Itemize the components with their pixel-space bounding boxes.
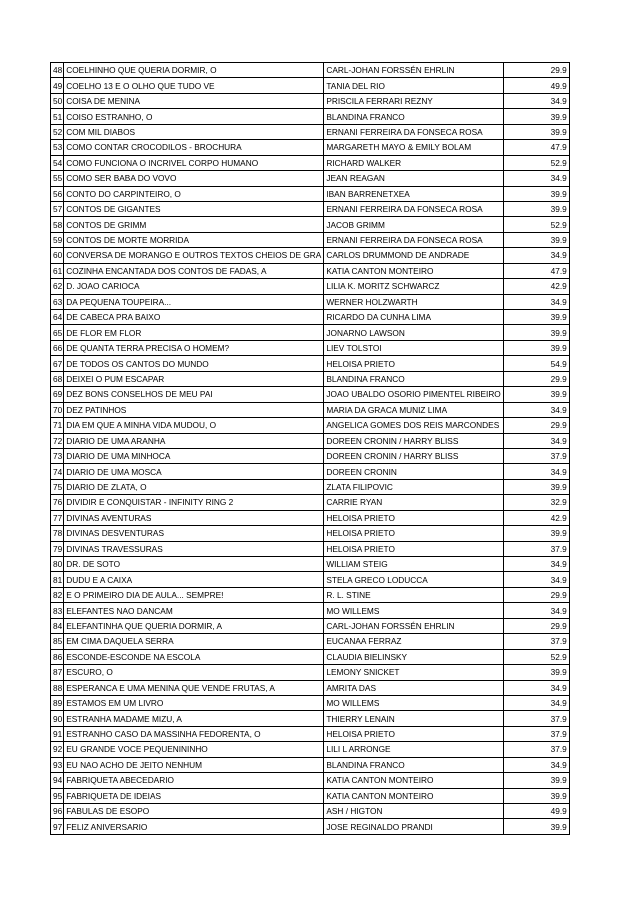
price-cell: 47.9 [503,263,569,278]
author-cell: HELOISA PRIETO [324,726,503,741]
title-cell: DIVINAS DESVENTURAS [64,526,324,541]
row-number-cell: 48 [51,63,64,78]
row-number-cell: 87 [51,665,64,680]
title-cell: ELEFANTES NAO DANCAM [64,603,324,618]
row-number-cell: 70 [51,402,64,417]
price-cell: 39.9 [503,232,569,247]
table-row [51,757,570,772]
row-number-cell: 86 [51,649,64,664]
row-number-cell: 65 [51,325,64,340]
price-cell: 34.9 [503,248,569,263]
table-row [51,618,570,633]
row-number-cell: 85 [51,634,64,649]
price-cell: 34.9 [503,695,569,710]
table-row [51,479,570,494]
title-cell: DE CABECA PRA BAIXO [64,310,324,325]
price-cell: 52.9 [503,155,569,170]
price-cell: 47.9 [503,140,569,155]
title-cell: ELEFANTINHA QUE QUERIA DORMIR, A [64,618,324,633]
table-body [51,63,570,835]
title-cell: COMO FUNCIONA O INCRIVEL CORPO HUMANO [64,155,324,170]
table-row [51,124,570,139]
author-cell: LILIA K. MORITZ SCHWARCZ [324,279,503,294]
row-number-cell: 63 [51,294,64,309]
title-cell: COMO CONTAR CROCODILOS - BROCHURA [64,140,324,155]
price-cell: 34.9 [503,680,569,695]
table-row [51,557,570,572]
price-cell: 29.9 [503,63,569,78]
price-cell: 49.9 [503,78,569,93]
title-cell: CONTOS DE MORTE MORRIDA [64,232,324,247]
row-number-cell: 68 [51,371,64,386]
table-row [51,248,570,263]
author-cell: ERNANI FERREIRA DA FONSECA ROSA [324,201,503,216]
row-number-cell: 78 [51,526,64,541]
row-number-cell: 51 [51,109,64,124]
price-cell: 39.9 [503,325,569,340]
title-cell: DEZ BONS CONSELHOS DE MEU PAI [64,387,324,402]
row-number-cell: 90 [51,711,64,726]
title-cell: FABRIQUETA ABECEDARIO [64,773,324,788]
row-number-cell: 83 [51,603,64,618]
table-row [51,510,570,525]
price-cell: 29.9 [503,418,569,433]
table-row [51,232,570,247]
author-cell: KATIA CANTON MONTEIRO [324,788,503,803]
author-cell: RICARDO DA CUNHA LIMA [324,310,503,325]
price-cell: 39.9 [503,109,569,124]
author-cell: TANIA DEL RIO [324,78,503,93]
row-number-cell: 81 [51,572,64,587]
author-cell: RICHARD WALKER [324,155,503,170]
row-number-cell: 75 [51,479,64,494]
title-cell: DIARIO DE ZLATA, O [64,479,324,494]
table-row [51,665,570,680]
table-row [51,526,570,541]
price-cell: 34.9 [503,603,569,618]
title-cell: EM CIMA DAQUELA SERRA [64,634,324,649]
title-cell: CONVERSA DE MORANGO E OUTROS TEXTOS CHEIOS DE GRA [64,248,324,263]
title-cell: FELIZ ANIVERSARIO [64,819,324,834]
price-cell: 39.9 [503,773,569,788]
row-number-cell: 57 [51,201,64,216]
title-cell: DE QUANTA TERRA PRECISA O HOMEM? [64,340,324,355]
price-cell: 37.9 [503,711,569,726]
title-cell: DIA EM QUE A MINHA VIDA MUDOU, O [64,418,324,433]
title-cell: DIARIO DE UMA MINHOCA [64,448,324,463]
table-row [51,726,570,741]
row-number-cell: 52 [51,124,64,139]
title-cell: DEIXEI O PUM ESCAPAR [64,371,324,386]
price-cell: 37.9 [503,634,569,649]
price-cell: 34.9 [503,93,569,108]
author-cell: IBAN BARRENETXEA [324,186,503,201]
author-cell: KATIA CANTON MONTEIRO [324,263,503,278]
row-number-cell: 97 [51,819,64,834]
row-number-cell: 60 [51,248,64,263]
title-cell: DA PEQUENA TOUPEIRA... [64,294,324,309]
row-number-cell: 80 [51,557,64,572]
row-number-cell: 49 [51,78,64,93]
price-cell: 34.9 [503,572,569,587]
row-number-cell: 53 [51,140,64,155]
price-cell: 29.9 [503,618,569,633]
author-cell: JEAN REAGAN [324,171,503,186]
title-cell: ESCONDE-ESCONDE NA ESCOLA [64,649,324,664]
title-cell: ESCURO, O [64,665,324,680]
author-cell: MO WILLEMS [324,603,503,618]
price-cell: 32.9 [503,495,569,510]
table-row [51,402,570,417]
row-number-cell: 58 [51,217,64,232]
row-number-cell: 94 [51,773,64,788]
price-cell: 37.9 [503,726,569,741]
author-cell: CARL-JOHAN FORSSÉN EHRLIN [324,618,503,633]
row-number-cell: 67 [51,356,64,371]
author-cell: CARLOS DRUMMOND DE ANDRADE [324,248,503,263]
author-cell: ANGELICA GOMES DOS REIS MARCONDES [324,418,503,433]
title-cell: DIARIO DE UMA MOSCA [64,464,324,479]
price-cell: 34.9 [503,464,569,479]
author-cell: HELOISA PRIETO [324,541,503,556]
row-number-cell: 59 [51,232,64,247]
price-cell: 39.9 [503,124,569,139]
row-number-cell: 50 [51,93,64,108]
title-cell: DIVINAS AVENTURAS [64,510,324,525]
row-number-cell: 79 [51,541,64,556]
table-row [51,464,570,479]
table-row [51,171,570,186]
author-cell: ZLATA FILIPOVIC [324,479,503,494]
title-cell: ESTRANHO CASO DA MASSINHA FEDORENTA, O [64,726,324,741]
price-cell: 29.9 [503,371,569,386]
price-cell: 39.9 [503,201,569,216]
title-cell: E O PRIMEIRO DIA DE AULA... SEMPRE! [64,587,324,602]
author-cell: HELOISA PRIETO [324,526,503,541]
row-number-cell: 61 [51,263,64,278]
table-row [51,819,570,834]
title-cell: CONTO DO CARPINTEIRO, O [64,186,324,201]
row-number-cell: 89 [51,695,64,710]
price-cell: 39.9 [503,387,569,402]
title-cell: FABULAS DE ESOPO [64,804,324,819]
table-row [51,587,570,602]
row-number-cell: 76 [51,495,64,510]
author-cell: BLANDINA FRANCO [324,757,503,772]
row-number-cell: 82 [51,587,64,602]
row-number-cell: 62 [51,279,64,294]
title-cell: COM MIL DIABOS [64,124,324,139]
row-number-cell: 74 [51,464,64,479]
table-row [51,140,570,155]
table-row [51,109,570,124]
row-number-cell: 96 [51,804,64,819]
title-cell: DIVIDIR E CONQUISTAR - INFINITY RING 2 [64,495,324,510]
author-cell: LIEV TOLSTOI [324,340,503,355]
table-row [51,804,570,819]
author-cell: DOREEN CRONIN / HARRY BLISS [324,433,503,448]
title-cell: DR. DE SOTO [64,557,324,572]
table-row [51,356,570,371]
price-cell: 39.9 [503,788,569,803]
author-cell: CLAUDIA BIELINSKY [324,649,503,664]
title-cell: EU GRANDE VOCE PEQUENININHO [64,742,324,757]
table-row [51,572,570,587]
author-cell: BLANDINA FRANCO [324,371,503,386]
title-cell: DIARIO DE UMA ARANHA [64,433,324,448]
author-cell: HELOISA PRIETO [324,356,503,371]
row-number-cell: 77 [51,510,64,525]
author-cell: LILI L ARRONGE [324,742,503,757]
table-row [51,279,570,294]
author-cell: JACOB GRIMM [324,217,503,232]
title-cell: DE FLOR EM FLOR [64,325,324,340]
table-row [51,680,570,695]
author-cell: EUCANAA FERRAZ [324,634,503,649]
price-cell: 42.9 [503,279,569,294]
author-cell: MARGARETH MAYO & EMILY BOLAM [324,140,503,155]
author-cell: MARIA DA GRACA MUNIZ LIMA [324,402,503,417]
row-number-cell: 64 [51,310,64,325]
book-price-table [50,62,570,835]
price-cell: 42.9 [503,510,569,525]
table-row [51,371,570,386]
author-cell: THIERRY LENAIN [324,711,503,726]
title-cell: DEZ PATINHOS [64,402,324,417]
title-cell: ESTRANHA MADAME MIZU, A [64,711,324,726]
author-cell: JOSE REGINALDO PRANDI [324,819,503,834]
author-cell: AMRITA DAS [324,680,503,695]
row-number-cell: 71 [51,418,64,433]
author-cell: DOREEN CRONIN [324,464,503,479]
row-number-cell: 66 [51,340,64,355]
row-number-cell: 69 [51,387,64,402]
table-row [51,418,570,433]
table-row [51,634,570,649]
price-cell: 52.9 [503,217,569,232]
price-cell: 37.9 [503,742,569,757]
table-row [51,93,570,108]
author-cell: ASH / HIGTON [324,804,503,819]
table-row [51,603,570,618]
author-cell: PRISCILA FERRARI REZNY [324,93,503,108]
title-cell: COISO ESTRANHO, O [64,109,324,124]
author-cell: ERNANI FERREIRA DA FONSECA ROSA [324,232,503,247]
table-row [51,294,570,309]
title-cell: FABRIQUETA DE IDEIAS [64,788,324,803]
title-cell: CONTOS DE GIGANTES [64,201,324,216]
row-number-cell: 92 [51,742,64,757]
table-row [51,495,570,510]
price-cell: 49.9 [503,804,569,819]
table-row [51,325,570,340]
price-cell: 34.9 [503,557,569,572]
price-cell: 34.9 [503,757,569,772]
table-row [51,387,570,402]
row-number-cell: 91 [51,726,64,741]
price-cell: 39.9 [503,340,569,355]
title-cell: COZINHA ENCANTADA DOS CONTOS DE FADAS, A [64,263,324,278]
title-cell: EU NAO ACHO DE JEITO NENHUM [64,757,324,772]
author-cell: WERNER HOLZWARTH [324,294,503,309]
price-cell: 39.9 [503,310,569,325]
author-cell: ERNANI FERREIRA DA FONSECA ROSA [324,124,503,139]
table-row [51,340,570,355]
table-row [51,155,570,170]
table-row [51,541,570,556]
price-cell: 37.9 [503,448,569,463]
title-cell: DIVINAS TRAVESSURAS [64,541,324,556]
row-number-cell: 54 [51,155,64,170]
author-cell: KATIA CANTON MONTEIRO [324,773,503,788]
table-row [51,695,570,710]
row-number-cell: 55 [51,171,64,186]
table-row [51,78,570,93]
price-cell: 39.9 [503,819,569,834]
author-cell: CARRIE RYAN [324,495,503,510]
author-cell: JONARNO LAWSON [324,325,503,340]
title-cell: ESPERANCA E UMA MENINA QUE VENDE FRUTAS, A [64,680,324,695]
table-row [51,649,570,664]
table-row [51,448,570,463]
price-cell: 34.9 [503,294,569,309]
row-number-cell: 72 [51,433,64,448]
row-number-cell: 84 [51,618,64,633]
price-cell: 34.9 [503,433,569,448]
table-row [51,201,570,216]
price-cell: 34.9 [503,171,569,186]
price-cell: 29.9 [503,587,569,602]
table-row [51,433,570,448]
author-cell: STELA GRECO LODUCCA [324,572,503,587]
table-row [51,310,570,325]
title-cell: D. JOAO CARIOCA [64,279,324,294]
table-row [51,711,570,726]
table-row [51,63,570,78]
price-cell: 54.9 [503,356,569,371]
row-number-cell: 95 [51,788,64,803]
title-cell: COMO SER BABA DO VOVO [64,171,324,186]
author-cell: WILLIAM STEIG [324,557,503,572]
row-number-cell: 93 [51,757,64,772]
row-number-cell: 73 [51,448,64,463]
title-cell: DUDU E A CAIXA [64,572,324,587]
table-row [51,773,570,788]
author-cell: R. L. STINE [324,587,503,602]
title-cell: COELHO 13 E O OLHO QUE TUDO VE [64,78,324,93]
title-cell: DE TODOS OS CANTOS DO MUNDO [64,356,324,371]
author-cell: MO WILLEMS [324,695,503,710]
table-row [51,186,570,201]
price-cell: 39.9 [503,526,569,541]
title-cell: CONTOS DE GRIMM [64,217,324,232]
row-number-cell: 56 [51,186,64,201]
title-cell: COELHINHO QUE QUERIA DORMIR, O [64,63,324,78]
price-cell: 39.9 [503,186,569,201]
table-row [51,217,570,232]
row-number-cell: 88 [51,680,64,695]
table-row [51,788,570,803]
price-cell: 39.9 [503,479,569,494]
author-cell: LEMONY SNICKET [324,665,503,680]
author-cell: CARL-JOHAN FORSSÉN EHRLIN [324,63,503,78]
author-cell: JOAO UBALDO OSORIO PIMENTEL RIBEIRO [324,387,503,402]
author-cell: DOREEN CRONIN / HARRY BLISS [324,448,503,463]
price-cell: 39.9 [503,665,569,680]
price-cell: 37.9 [503,541,569,556]
table-row [51,263,570,278]
price-cell: 34.9 [503,402,569,417]
author-cell: HELOISA PRIETO [324,510,503,525]
title-cell: COISA DE MENINA [64,93,324,108]
title-cell: ESTAMOS EM UM LIVRO [64,695,324,710]
author-cell: BLANDINA FRANCO [324,109,503,124]
table-row [51,742,570,757]
price-cell: 52.9 [503,649,569,664]
